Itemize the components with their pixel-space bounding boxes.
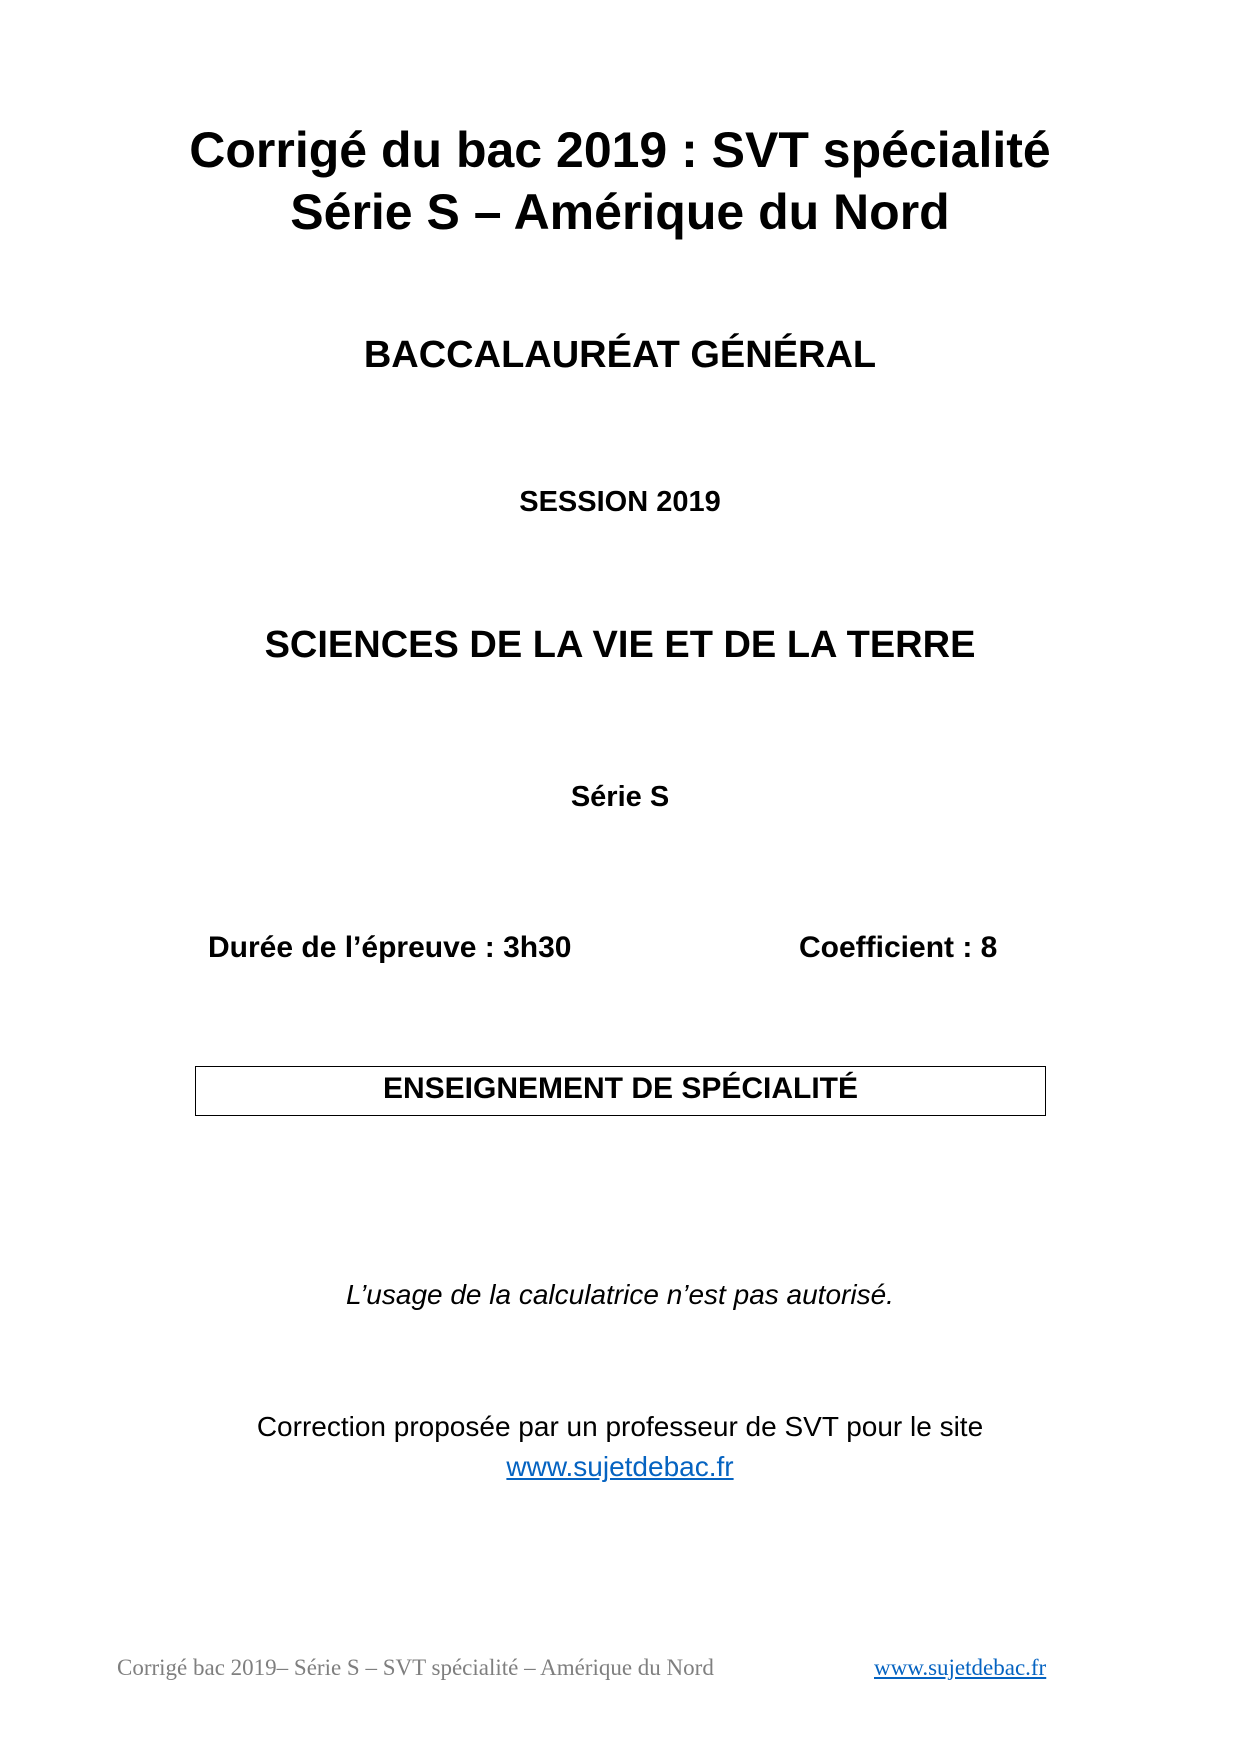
document-title-line-1: Corrigé du bac 2019 : SVT spécialité xyxy=(189,122,1051,178)
subject-heading: SCIENCES DE LA VIE ET DE LA TERRE xyxy=(264,624,976,666)
footer-text: Corrigé bac 2019– Série S – SVT spécialité – Amérique du Nord xyxy=(117,1655,714,1680)
specialite-box: ENSEIGNEMENT DE SPÉCIALITÉ xyxy=(195,1066,1046,1116)
site-link-container xyxy=(0,1450,1240,1484)
document-title-line-2: Série S – Amérique du Nord xyxy=(290,184,950,240)
correction-credit: Correction proposée par un professeur de SVT pour le site xyxy=(256,1411,984,1442)
calculator-note: L’usage de la calculatrice n’est pas autorisé. xyxy=(346,1279,894,1310)
exam-duration: Durée de l’épreuve : 3h30 xyxy=(208,931,572,964)
footer-link-container xyxy=(874,1654,1046,1682)
footer-site-link[interactable]: www.sujetdebac.fr xyxy=(874,1655,1047,1680)
exam-type-heading: BACCALAURÉAT GÉNÉRAL xyxy=(363,334,877,376)
serie-heading: Série S xyxy=(570,781,670,813)
site-link[interactable]: www.sujetdebac.fr xyxy=(506,1451,734,1482)
exam-coefficient: Coefficient : 8 xyxy=(799,931,998,964)
session-heading: SESSION 2019 xyxy=(519,486,721,518)
